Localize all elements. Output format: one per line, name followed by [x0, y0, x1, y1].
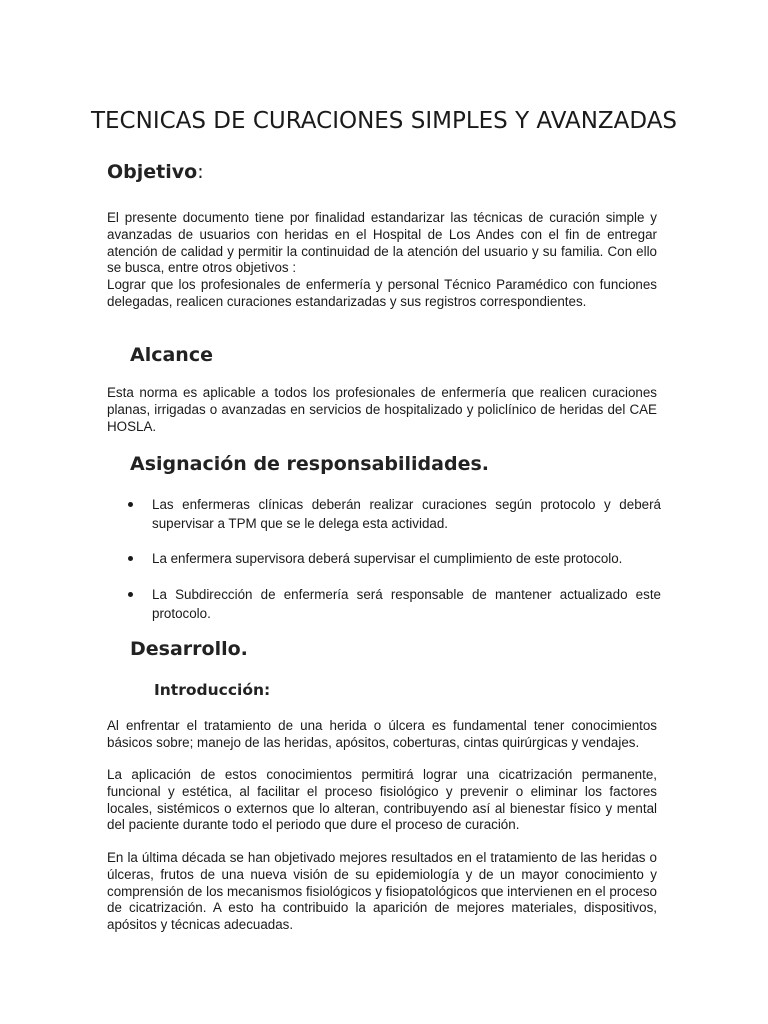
section-heading-asignacion: Asignación de responsabilidades. [130, 453, 489, 475]
bullet-icon [128, 556, 133, 561]
subsection-heading-introduccion: Introducción: [154, 681, 271, 699]
section-heading-objetivo [107, 161, 204, 183]
introduccion-paragraph: La aplicación de estos conocimientos permitirá lograr una cicatrización permanente, funcional y estética, al facilitar el proceso fisiológico y prevenir o eliminar los factores locales, sistémicos o externos que lo alteran, contribuyendo así al bienestar físico y mental del paciente durante todo el periodo que dure el proceso de curación. [107, 767, 657, 833]
list-item [125, 585, 661, 623]
section-heading-alcance: Alcance [130, 344, 213, 366]
objetivo-paragraph: El presente documento tiene por finalidad estandarizar las técnicas de curación simple y avanzadas de usuarios con heridas en el Hospital de Los Andes con el fin de entregar atención de calidad y permitir la continuidad de la atención del usuario y su familia. Con ello se busca, entre otros objetivos : [107, 210, 657, 276]
objetivo-heading-colon: : [197, 161, 204, 183]
objetivo-heading-text: Objetivo [107, 161, 198, 183]
list-item [125, 549, 661, 568]
list-item-text: La enfermera supervisora deberá supervisar el cumplimiento de este protocolo. [152, 551, 623, 566]
introduccion-paragraph: Al enfrentar el tratamiento de una herida o úlcera es fundamental tener conocimientos básicos sobre; manejo de las heridas, apósitos, coberturas, cintas quirúrgicas y vendajes. [107, 718, 657, 750]
alcance-paragraph: Esta norma es aplicable a todos los profesionales de enfermería que realicen curaciones planas, irrigadas o avanzadas en servicios de hospitalizado y policlínico de heridas del CAE HOSLA. [107, 385, 657, 434]
list-item-text: La Subdirección de enfermería será responsable de mantener actualizado este protocolo. [152, 587, 661, 621]
objetivo-paragraph: Lograr que los profesionales de enfermería y personal Técnico Paramédico con funciones delegadas, realicen curaciones estandarizadas y sus registros correspondientes. [107, 277, 657, 309]
bullet-icon [128, 592, 133, 597]
responsibilities-list [125, 495, 661, 623]
introduccion-paragraph: En la última década se han objetivado mejores resultados en el tratamiento de las heridas o úlceras, frutos de una nueva visión de su epidemiología y de un mayor conocimiento y comprensión de los mecanismos fisiológicos y fisiopatológicos que intervienen en el proceso de cicatrización. A esto ha contribuido la aparición de mejores materiales, dispositivos, apósitos y técnicas adecuadas. [107, 850, 657, 933]
bullet-icon [128, 502, 133, 507]
section-heading-desarrollo: Desarrollo. [130, 638, 248, 660]
document-title: TECNICAS DE CURACIONES SIMPLES Y AVANZADAS [90, 108, 678, 134]
list-item-text: Las enfermeras clínicas deberán realizar curaciones según protocolo y deberá supervisar a TPM que se le delega esta actividad. [152, 497, 661, 531]
list-item [125, 495, 661, 533]
